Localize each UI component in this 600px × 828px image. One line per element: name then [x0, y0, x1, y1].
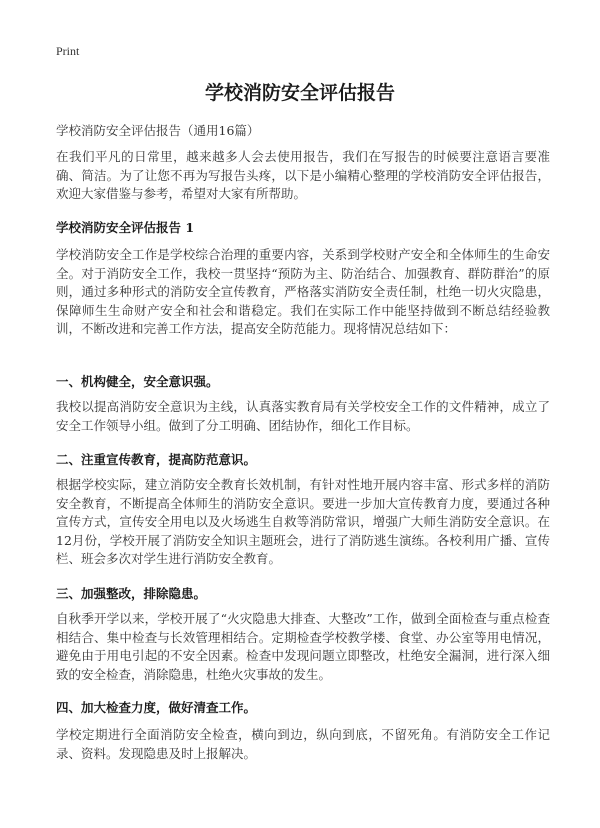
print-link[interactable]: Print: [56, 44, 80, 58]
paragraph-2: 根据学校实际，建立消防安全教育长效机制，有针对性地开展内容丰富、形式多样的消防安全教育，不断提高全体师生的消防安全意识。要进一步加大宣传教育力度，要通过各种宣传方式，宣传安全用电以及火场逃生自救等消防常识，增强广大师生消防安全意识。在12月份，学校开展了消防安全知识主题班会，进行了消防逃生演练。各校利用广播、宣传栏、班会多次对学生进行消防安全教育。: [56, 477, 550, 567]
paragraph-1: 我校以提高消防安全意识为主线，认真落实教育局有关学校安全工作的文件精神，成立了安全工作领导小组。做到了分工明确、团结协作，细化工作目标。: [56, 399, 550, 433]
heading-1: 一、机构健全，安全意识强。: [56, 374, 219, 389]
heading-3: 三、加强整改，排除隐患。: [56, 586, 207, 601]
intro-paragraph: 在我们平凡的日常里，越来越多人会去使用报告，我们在写报告的时候要注意语言要准确、简洁。为了让您不再为写报告头疼，以下是小编精心整理的学校消防安全评估报告，欢迎大家借鉴与参考，希望对大家有所帮助。: [56, 149, 550, 202]
document-subtitle: 学校消防安全评估报告（通用16篇）: [56, 123, 260, 138]
heading-2: 二、注重宣传教育，提高防范意识。: [56, 452, 257, 467]
document-title: 学校消防安全评估报告: [204, 82, 395, 104]
section-title-1: 学校消防安全评估报告 1: [56, 220, 195, 235]
section-1-paragraph: 学校消防安全工作是学校综合治理的重要内容，关系到学校财产安全和全体师生的生命安全。对于消防安全工作，我校一贯坚持“预防为主、防治结合、加强教育、群防群治”的原则，通过多种形式的消防安全宣传教育，严格落实消防安全责任制，杜绝一切火灾隐患，保障师生生命财产安全和社会和谐稳定。我们在实际工作中能坚持做到不断总结经验教训，不断改进和完善工作方法，提高安全防范能力。现将情况总结如下：: [56, 247, 550, 337]
paragraph-4: 学校定期进行全面消防安全检查，横向到边，纵向到底，不留死角。有消防安全工作记录、资料。发现隐患及时上报解决。: [56, 727, 550, 761]
heading-4: 四、加大检查力度，做好清查工作。: [56, 700, 257, 715]
paragraph-3: 自秋季开学以来，学校开展了“火灾隐患大排查、大整改”工作，做到全面检查与重点检查相结合、集中检查与长效管理相结合。定期检查学校教学楼、食堂、办公室等用电情况，避免由于用电引起的不安全因素。检查中发现问题立即整改，杜绝安全漏洞，进行深入细致的安全检查，消除隐患，杜绝火灾事故的发生。: [56, 611, 550, 682]
